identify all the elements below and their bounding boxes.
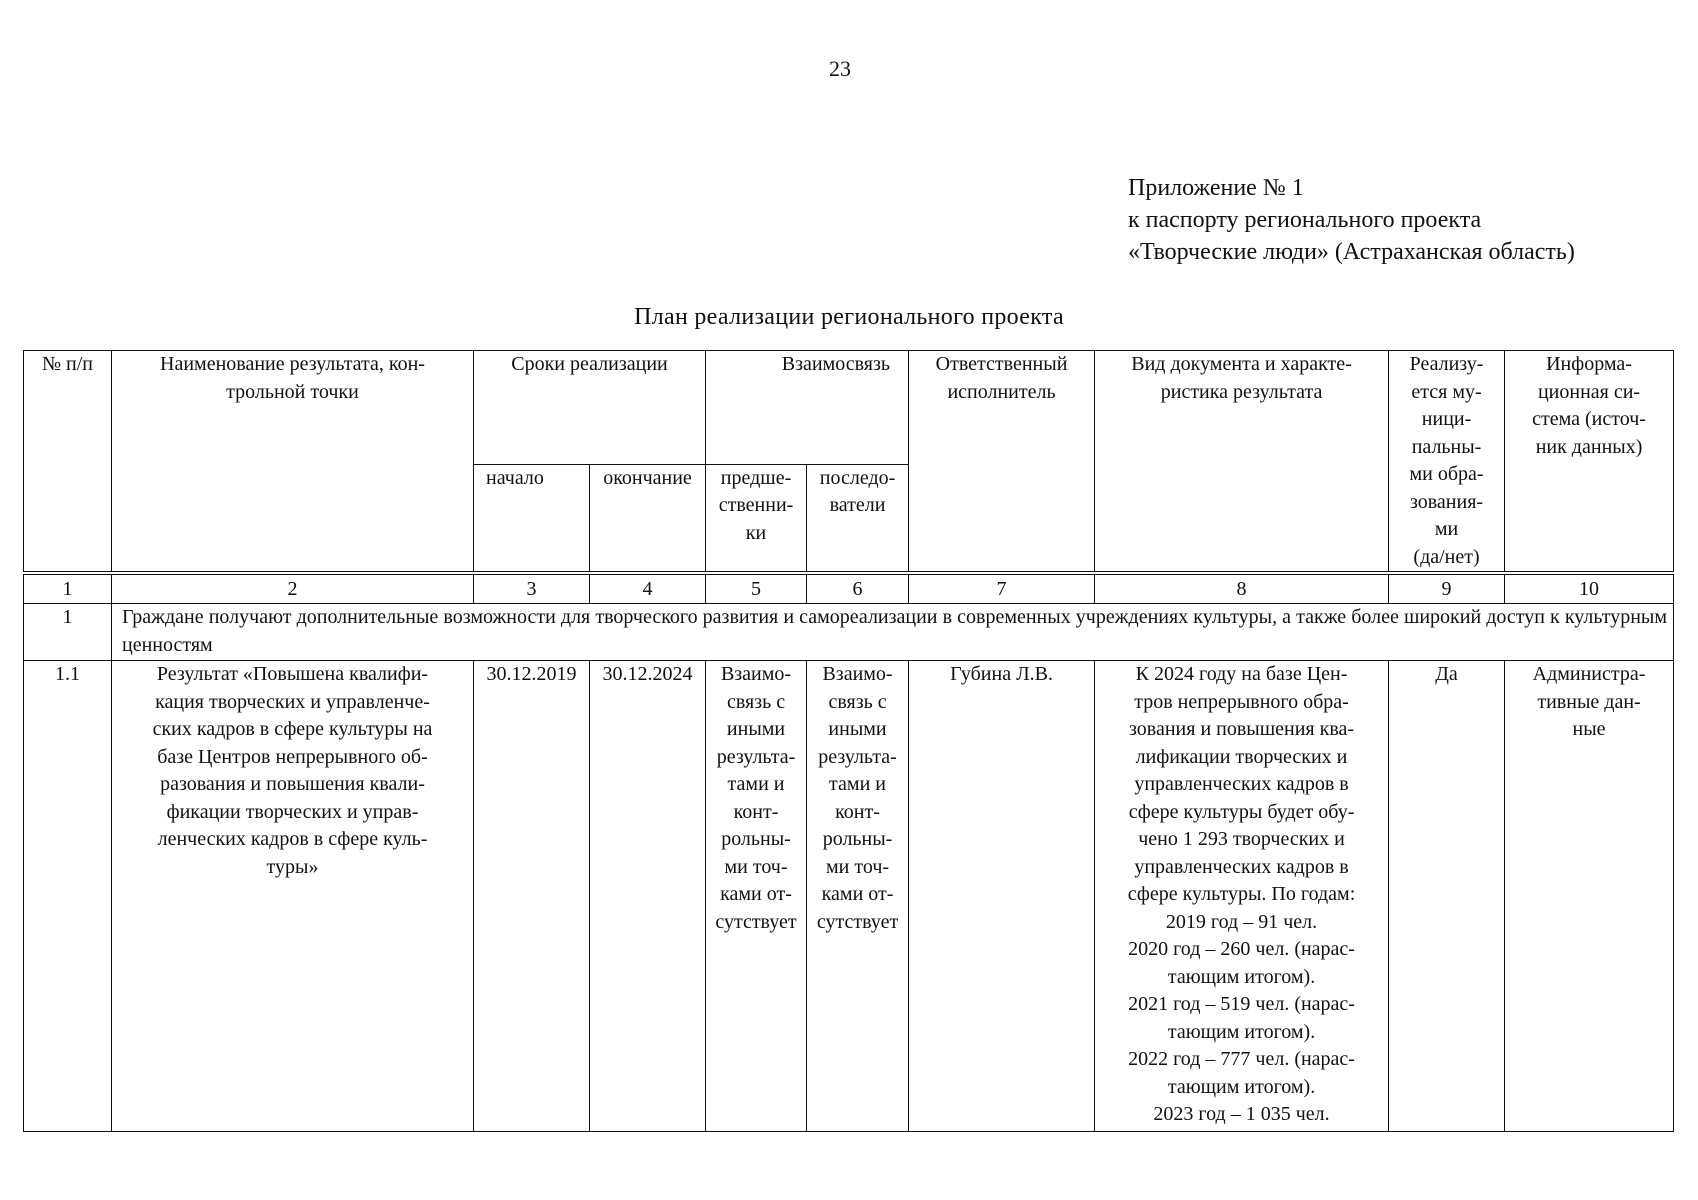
header-name: Наименование результата, кон- трольной точки bbox=[112, 351, 474, 574]
column-number: 7 bbox=[909, 573, 1095, 604]
appendix-line: «Творческие люди» (Астраханская область) bbox=[1128, 239, 1575, 265]
column-number-row bbox=[24, 573, 1674, 604]
section-text: Граждане получают дополнительные возможности для творческого развития и самореализации в современных учреждениях культуры, а также более широкий доступ к культурным ценностям bbox=[112, 604, 1674, 661]
column-number: 6 bbox=[807, 573, 909, 604]
row-responsible: Губина Л.В. bbox=[909, 661, 1095, 1132]
header-info: Информа- ционная си- стема (источ- ник данных) bbox=[1505, 351, 1674, 574]
row-result-name: Результат «Повышена квалифи- кация творческих и управленче- ских кадров в сфере культуры на базе Центров непрерывного об- разования и повышения квали- фикации творческих и управ- ленческих кадров в сфере куль- туры» bbox=[112, 661, 474, 1132]
page-number: 23 bbox=[829, 56, 851, 81]
column-number: 4 bbox=[590, 573, 706, 604]
implementation-plan-table bbox=[23, 350, 1674, 1132]
column-number: 1 bbox=[24, 573, 112, 604]
section-row bbox=[24, 604, 1674, 661]
table-row bbox=[24, 661, 1674, 1132]
header-responsible: Ответственный исполнитель bbox=[909, 351, 1095, 574]
column-number: 8 bbox=[1095, 573, 1389, 604]
appendix-note bbox=[1128, 172, 1575, 268]
header-num: № п/п bbox=[24, 351, 112, 574]
header-row bbox=[24, 351, 1674, 465]
row-predecessors: Взаимо- связь с иными результа- тами и конт- рольны- ми точ- ками от- сутствует bbox=[706, 661, 807, 1132]
row-document-description: К 2024 году на базе Цен- тров непрерывного обра- зования и повышения ква- лификации творческих и управленческих кадров в сфере культуры будет обу- чено 1 293 творческих и управленческих кадров в сфере культуры. По годам: 2019 год – 91 чел. 2020 год – 260 чел. (нарас- тающим итогом). 2021 год – 519 чел. (нарас- тающим итогом). 2022 год – 777 чел. (нарас- тающим итогом). 2023 год – 1 035 чел. bbox=[1095, 661, 1389, 1132]
header-start: начало bbox=[474, 464, 590, 573]
header-successors: последо- ватели bbox=[807, 464, 909, 573]
column-number: 2 bbox=[112, 573, 474, 604]
header-doc: Вид документа и характе- ристика результата bbox=[1095, 351, 1389, 574]
appendix-line: Приложение № 1 bbox=[1128, 175, 1304, 201]
column-number: 9 bbox=[1389, 573, 1505, 604]
header-end: окончание bbox=[590, 464, 706, 573]
header-predecessors: предше- ственни- ки bbox=[706, 464, 807, 573]
row-successors: Взаимо- связь с иными результа- тами и конт- рольны- ми точ- ками от- сутствует bbox=[807, 661, 909, 1132]
header-relation: Взаимосвязь bbox=[706, 351, 909, 465]
column-number: 3 bbox=[474, 573, 590, 604]
column-number: 10 bbox=[1505, 573, 1674, 604]
column-number: 5 bbox=[706, 573, 807, 604]
appendix-line: к паспорту регионального проекта bbox=[1128, 207, 1482, 233]
row-start-date: 30.12.2019 bbox=[474, 661, 590, 1132]
section-num: 1 bbox=[24, 604, 112, 661]
plan-title: План реализации регионального проекта bbox=[634, 304, 1064, 330]
row-end-date: 30.12.2024 bbox=[590, 661, 706, 1132]
row-num: 1.1 bbox=[24, 661, 112, 1132]
header-municipal: Реализу- ется му- ници- пальны- ми обра- зования- ми (да/нет) bbox=[1389, 351, 1505, 574]
header-terms: Сроки реализации bbox=[474, 351, 706, 465]
row-info-system: Администра- тивные дан- ные bbox=[1505, 661, 1674, 1132]
row-municipal: Да bbox=[1389, 661, 1505, 1132]
